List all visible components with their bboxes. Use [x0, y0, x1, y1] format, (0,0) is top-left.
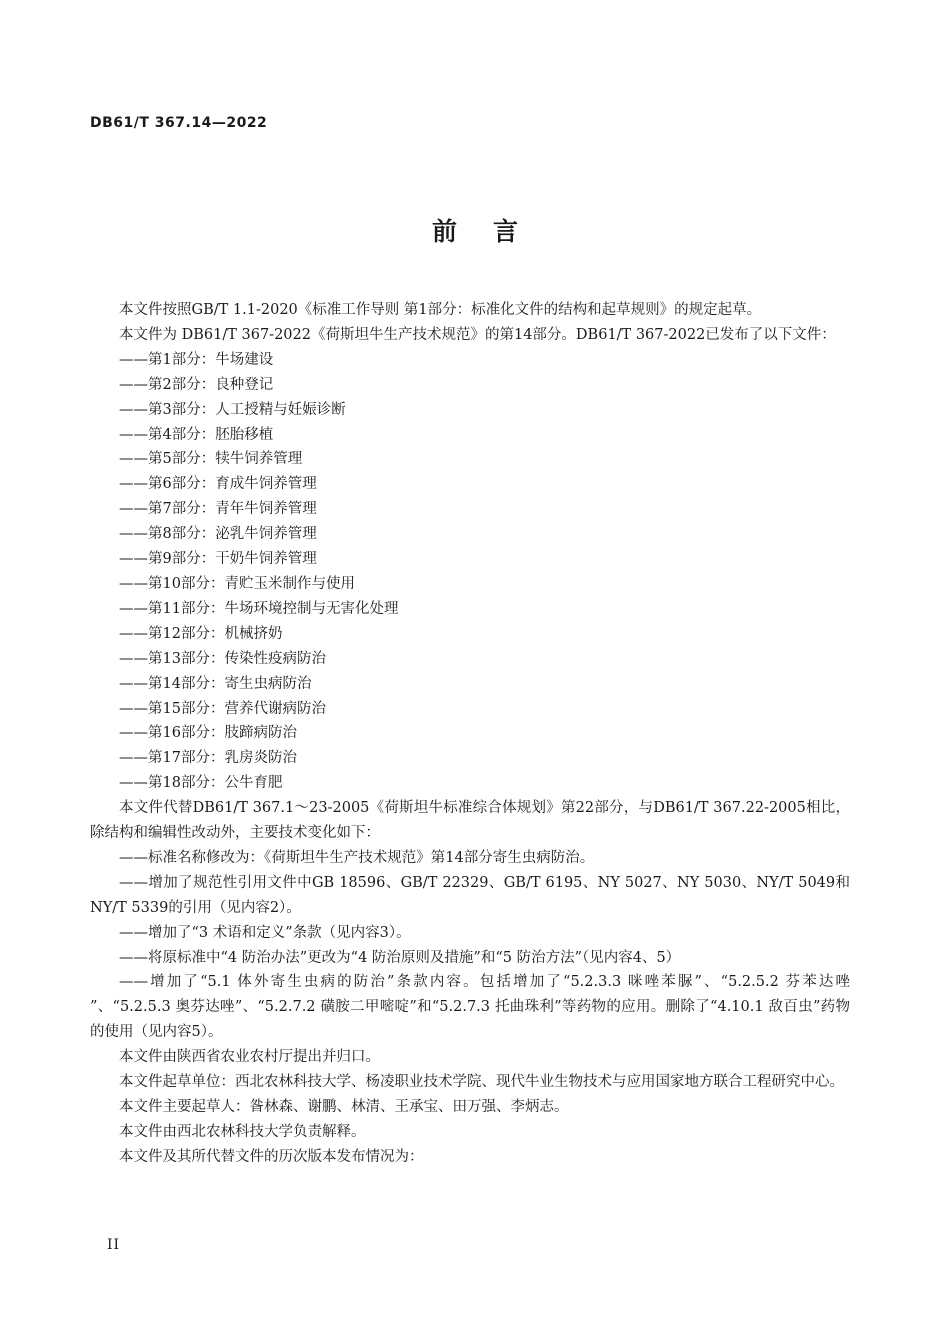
change-item: ——标准名称修改为：《荷斯坦牛生产技术规范》第14部分寄生虫病防治。 — [119, 849, 595, 866]
part-list-item: ——第7部分：青年牛饲养管理 — [119, 501, 317, 518]
standard-code: DB61/T 367.14—2022 — [90, 115, 268, 131]
change-item: ——增加了“3 术语和定义”条款（见内容3）。 — [119, 924, 411, 941]
part-list-item: ——第14部分：寄生虫病防治 — [119, 675, 312, 692]
part-list-item: ——第8部分：泌乳牛饲养管理 — [119, 526, 317, 543]
document-body — [90, 298, 850, 1170]
part-list-item: ——第10部分：青贮玉米制作与使用 — [119, 575, 355, 592]
change-item: ——将原标准中“4 防治办法”更改为“4 防治原则及措施”和“5 防治方法”（见内容4、5） — [119, 949, 681, 966]
paragraph-proposer: 本文件由陕西省农业农村厅提出并归口。 — [119, 1049, 380, 1066]
part-list-item: ——第5部分：犊牛饲养管理 — [119, 451, 303, 468]
part-list-item: ——第13部分：传染性疫病防治 — [119, 650, 326, 667]
part-list-item: ——第2部分：良种登记 — [119, 376, 274, 393]
part-list-item: ——第18部分：公牛育肥 — [119, 775, 283, 792]
change-item: ——增加了规范性引用文件中GB 18596、GB/T 22329、GB/T 6195、NY 5027、NY 5030、NY/T 5049和NY/T 5339的引用（见内容2）。 — [90, 874, 850, 916]
part-list-item: ——第1部分：牛场建设 — [119, 351, 274, 368]
paragraph-drafting-rules: 本文件按照GB/T 1.1-2020《标准工作导则 第1部分：标准化文件的结构和起草规则》的规定起草。 — [119, 302, 762, 318]
paragraph-series-intro: 本文件为 DB61/T 367-2022《荷斯坦牛生产技术规范》的第14部分。DB61/T 367-2022已发布了以下文件： — [119, 326, 836, 343]
paragraph-drafting-units: 本文件起草单位：西北农林科技大学、杨凌职业技术学院、现代牛业生物技术与应用国家地方联合工程研究中心。 — [119, 1074, 844, 1091]
part-list-item: ——第11部分：牛场环境控制与无害化处理 — [119, 600, 399, 617]
paragraph-replacement: 本文件代替DB61/T 367.1～23-2005《荷斯坦牛标准综合体规划》第22部分，与DB61/T 367.22-2005相比，除结构和编辑性改动外，主要技术变化如下： — [90, 800, 850, 842]
part-list-item: ——第15部分：营养代谢病防治 — [119, 700, 326, 717]
paragraph-interpretation: 本文件由西北农林科技大学负责解释。 — [119, 1123, 366, 1140]
part-list-item: ——第6部分：育成牛饲养管理 — [119, 476, 317, 493]
paragraph-version-history: 本文件及其所代替文件的历次版本发布情况为： — [119, 1148, 424, 1165]
part-list-item: ——第3部分：人工授精与妊娠诊断 — [119, 401, 346, 418]
page-number: II — [107, 1237, 121, 1253]
part-list-item: ——第17部分：乳房炎防治 — [119, 750, 297, 767]
part-list-item: ——第4部分：胚胎移植 — [119, 426, 274, 443]
part-list-item: ——第16部分：肢蹄病防治 — [119, 725, 297, 742]
page-title: 前言 — [431, 217, 554, 246]
part-list-item: ——第12部分：机械挤奶 — [119, 625, 283, 642]
change-item: ——增加了“5.1 体外寄生虫病的防治”条款内容。包括增加了“5.2.3.3 咪唑苯脲”、“5.2.5.2 芬苯达唑 ”、“5.2.5.3 奥芬达唑”、“5.2.7.2 磺胺二甲嘧啶”和“5.2.7.3 托曲珠利”等药物的应用。删除了“4.10.1 敌百虫”药物的使用（见内容5）。 — [90, 974, 850, 1041]
part-list-item: ——第9部分：干奶牛饲养管理 — [119, 551, 317, 568]
paragraph-drafters: 本文件主要起草人：昝林森、谢鹏、林清、王承宝、田万强、李炳志。 — [119, 1099, 569, 1115]
